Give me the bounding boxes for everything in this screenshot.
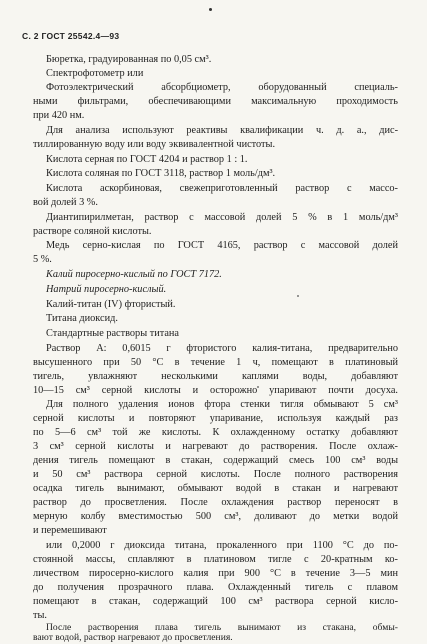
text-line: растворе соляной кислоты.: [33, 226, 152, 237]
text-line: личеством пиросерно-кислого калия при 900 °С в течение 3—5 мин: [33, 568, 398, 579]
text-line: Бюретка, градуированная по 0,05 см³.: [46, 54, 212, 65]
text-line: Кислота серная по ГОСТ 4204 и раствор 1 : 1.: [46, 154, 248, 165]
text-line: Натрий пиросерно-кислый.: [46, 284, 167, 295]
text-line: Кислота соляная по ГОСТ 3118, раствор 1 моль/дм³.: [46, 168, 276, 179]
page-header: С. 2 ГОСТ 25542.4—93: [22, 31, 120, 41]
text-line: помещают в стакан, содержащий 100 см³ раствора серной кисло-: [33, 596, 398, 607]
text-line: 3 см³ серной кислоты и нагревают до растворения. После охлаж-: [33, 441, 398, 452]
text-line: Кислота аскорбиновая, свежеприготовленный раствор с массо-: [46, 183, 398, 194]
text-line: После растворения плава тигель вынимают из стакана, обмы-: [46, 622, 398, 633]
text-line: Диантипирилметан, раствор с массовой долей 5 % в 1 моль/дм³: [46, 212, 398, 223]
text-line: Для анализа используют реактивы квалификации ч. д. а., дис-: [46, 125, 398, 136]
print-speck: [297, 295, 299, 297]
text-line: 10—15 см³ серной кислоты и осторожно упаривают почти досуха.: [33, 385, 398, 396]
text-line: Медь серно-кислая по ГОСТ 4165, раствор с массовой долей: [46, 240, 398, 251]
text-line: мерную колбу вместимостью 500 см³, доливают до метки водой: [33, 511, 398, 522]
text-line: Спектрофотометр или: [46, 68, 144, 79]
text-line: Фотоэлектрический абсорбциометр, оборудованный специаль-: [46, 82, 398, 93]
text-line: вой долей 3 %.: [33, 197, 98, 208]
text-line: высушенного при 50 °С в течение 1 ч, помещают в платиновый: [33, 357, 398, 368]
text-line: и 50 см³ раствора серной кислоты. После полного растворения: [33, 469, 398, 480]
text-line: и перемешивают: [33, 525, 107, 536]
text-line: Раствор А: 0,6015 г фтористого калия-титана, предварительно: [46, 343, 398, 354]
print-speck: [209, 8, 212, 11]
text-line: при 420 нм.: [33, 110, 85, 121]
text-line: раствор до просветления. После охлаждения раствор переносят в: [33, 497, 398, 508]
text-line: по 5—6 см³ той же кислоты. К охлажденному остатку добавляют: [33, 427, 398, 438]
text-line: Для полного удаления ионов фтора стенки тигля обмывают 5 см³: [46, 399, 398, 410]
text-line: ными фильтрами, обеспечивающими максимальную проходимость: [33, 96, 398, 107]
text-line: или 0,2000 г диоксида титана, прокаленного при 1100 °С до по-: [46, 540, 398, 551]
text-line: дения тигель помещают в стакан, содержащий смесь 100 см³ воды: [33, 455, 398, 466]
text-line: стоянной массы, сплавляют в платиновом тигле с 20-кратным ко-: [33, 554, 398, 565]
text-line: серной кислоты и повторяют упаривание, используя каждый раз: [33, 413, 398, 424]
text-line: ты.: [33, 610, 47, 621]
text-line: Калий-титан (IV) фтористый.: [46, 299, 176, 310]
text-line: Калий пиросерно-кислый по ГОСТ 7172.: [46, 269, 222, 280]
text-line: тиллированную воду или воду эквивалентной чистоты.: [33, 139, 276, 150]
text-line: 5 %.: [33, 254, 52, 265]
section-heading: Стандартные растворы титана: [46, 328, 179, 339]
text-line: вают водой, раствор нагревают до просветления.: [33, 632, 233, 643]
text-line: Титана диоксид.: [46, 313, 118, 324]
text-line: тигель, увлажняют несколькими каплями воды, добавляют: [33, 371, 398, 382]
text-line: осадка тигель вынимают, обмывают водой в стакан и нагревают: [33, 483, 398, 494]
text-line: до получения прозрачного плава. Охлажденный тигель с плавом: [33, 582, 398, 593]
